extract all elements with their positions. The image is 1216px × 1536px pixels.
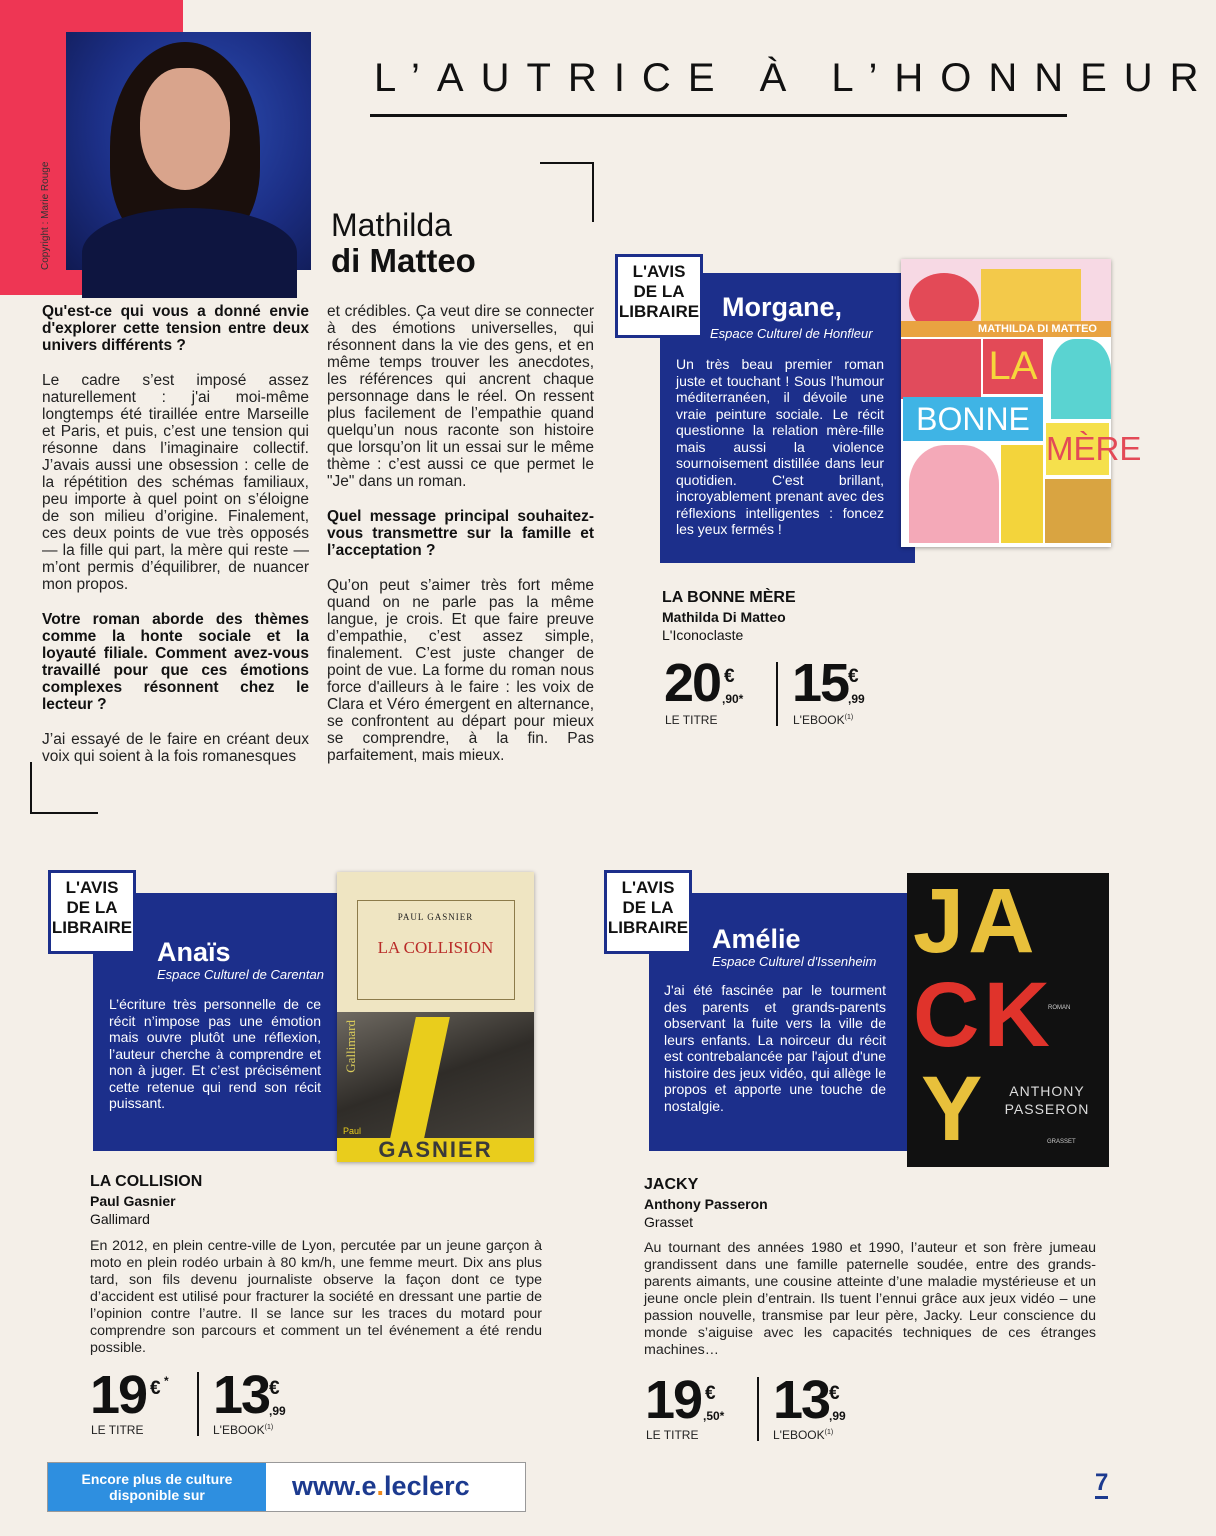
title-rule <box>370 114 1067 117</box>
libraire-name: Morgane, <box>722 292 843 322</box>
answer: et crédibles. Ça veut dire se connecter à des émotions universelles, qui résonnent dans la vie des gens, et en même temps trouver les anecdotes, les références qui ancrent chaque personnage dans le réel. On ressent plus facilement de l’empathie quand quelqu’un nous raconte son histoire que lorsqu’on lit un essai sur le même thème : c’est aussi ce que permet le "Je" dans un roman. <box>327 303 594 490</box>
page-number: 7 <box>1095 1470 1108 1499</box>
price-ebook: 13 € ,99 <box>213 1365 286 1425</box>
price-print: 19 € * <box>90 1365 169 1425</box>
price-label: LE TITRE <box>665 713 718 727</box>
book-title: JACKY <box>644 1176 699 1193</box>
interview-column-2 <box>327 303 594 782</box>
avis-libraire-badge: L'AVIS DE LA LIBRAIRE <box>615 254 703 338</box>
decorative-corner <box>540 162 594 222</box>
libraire-name: Amélie <box>712 924 801 954</box>
avis-libraire-badge: L'AVIS DE LA LIBRAIRE <box>48 870 136 954</box>
book-publisher: Gallimard <box>90 1211 150 1227</box>
answer: Le cadre s’est imposé assez naturellement : j'ai moi-même longtemps été tiraillée entre Marseille et Paris, et puis, c’est une tension qui résonne dans l’imaginaire collectif. J’avais aussi une obsession : celle de la répétition des schémas familiaux, peu importe à quel point on s’éloigne de son milieu d’origine. Finalement, ces deux points de vue très opposés — la fille qui part, la mère qui reste — m’ont permis d’équilibrer, de nuancer mon propos. <box>42 372 309 593</box>
book-title: LA COLLISION <box>90 1173 203 1190</box>
book-cover: MATHILDA DI MATTEO LA BONNE MÈRE <box>901 259 1111 547</box>
book-cover: PAUL GASNIER LA COLLISION Gallimard GASNIER Paul <box>337 872 534 1162</box>
book-publisher: L'Iconoclaste <box>662 627 744 643</box>
decorative-bracket <box>30 762 98 814</box>
answer: J’ai essayé de le faire en créant deux voix qui soient à la fois romanesques <box>42 731 309 765</box>
price-ebook: 13 € ,99 <box>773 1370 846 1430</box>
price-divider <box>197 1372 199 1436</box>
ebook-label: L'EBOOK$^{(1)}$ <box>773 1428 834 1442</box>
page-title: L’AUTRICE À L’HONNEUR <box>374 56 1216 100</box>
footer-promo[interactable] <box>47 1462 526 1512</box>
libraire-shop: Espace Culturel d'Issenheim <box>712 954 877 969</box>
avis-libraire-badge: L'AVIS DE LA LIBRAIRE <box>604 870 692 954</box>
price-divider <box>776 662 778 726</box>
book-author: Mathilda Di Matteo <box>662 609 786 625</box>
libraire-review: J'ai été fascinée par le tourment des parents et grands-parents observant la fuite vers la ville de leurs enfants. La noirceur du récit est contrebalancée par l'ajout d'une histoire des jeux vidéo, qui allège le propos et apporte une touche de nostalgie. <box>664 982 886 1114</box>
answer: Qu’on peut s’aimer très fort même quand on ne parle pas la même langue, je crois. Et que faire preuve d’empathie, c’est assez simple, finalement. C’est juste changer de point de vue. La forme du roman nous force d'ailleurs à le faire : les voix de Clara et Véro émergent en alternance, se confrontent au départ pour mieux se comprendre, à la fin. Pas parfaitement, mais mieux. <box>327 577 594 764</box>
book-title: LA BONNE MÈRE <box>662 589 796 606</box>
libraire-name: Anaïs <box>157 937 231 967</box>
price-print: 19 € ,50* <box>645 1370 725 1430</box>
footer-promo-text: Encore plus de culture disponible sur <box>48 1463 266 1511</box>
price-print: 20 € ,90* <box>664 653 744 713</box>
ebook-label: L'EBOOK$^{(1)}$ <box>793 713 854 727</box>
book-author: Paul Gasnier <box>90 1193 176 1209</box>
author-first-name: Mathilda <box>331 207 452 243</box>
price-label: LE TITRE <box>91 1423 144 1437</box>
question: Quel message principal souhaitez-vous transmettre sur la famille et l’acceptation ? <box>327 508 594 559</box>
book-publisher: Grasset <box>644 1214 694 1230</box>
book-description: En 2012, en plein centre-ville de Lyon, percutée par un jeune garçon à moto en plein rodéo urbain à 80 km/h, une femme meurt. Dix ans plus tard, son fils devenu journaliste observe la façon dont ce type d’accident est utilisé pour fracturer la société en dressant une partie de l’opinion contre l’autre. Il se lance sur les traces du motard pour comprendre son parcours et comment un tel événement a été rendu possible. <box>90 1238 542 1356</box>
book-description: Au tournant des années 1980 et 1990, l’auteur et son frère jumeau grandissent dans une famille paternelle soudée, entre des grands-parents aimants, une cousine atteinte d’une maladie mystérieuse et un jeune oncle plein d’entrain. Ils tuent l’ennui grâce aux jeux vidéo – une passion nouvelle, transmise par leur père, Jacky. Leur conscience du monde s’aiguise avec les capacités techniques de ces étranges machines… <box>644 1240 1096 1358</box>
libraire-review: L’écriture très personnelle de ce récit n’impose pas une émotion mais ouvre plutôt une réflexion, l’auteur cherche à comprendre et non à juger. Et c’est précisément cette retenue qui rend son récit puissant. <box>109 996 321 1111</box>
interview-column-1 <box>42 303 309 783</box>
ebook-label: L'EBOOK$^{(1)}$ <box>213 1423 274 1437</box>
photo-copyright: Copyright : Marie Rouge <box>40 161 51 270</box>
author-photo <box>66 32 311 270</box>
book-cover: JA CK Y ROMAN ANTHONY PASSERON GRASSET <box>907 873 1109 1167</box>
libraire-review: Un très beau premier roman juste et touchant ! Sous l'humour méditerranéen, il dévoile une vraie peinture sociale. Le récit questionne la relation mère-fille mais aussi la violence sournoisement distillée dans leur quotidien. C'est brillant, incroyablement prenant avec des réflexions intelligentes : foncez les yeux fermés ! <box>676 356 884 537</box>
question: Qu'est-ce qui vous a donné envie d'explorer cette tension entre deux univers différents ? <box>42 303 309 354</box>
libraire-shop: Espace Culturel de Carentan <box>157 967 324 982</box>
question: Votre roman aborde des thèmes comme la honte sociale et la loyauté filiale. Comment avez-vous travaillé pour que ces émotions complexes résonnent chez le lecteur ? <box>42 611 309 713</box>
price-ebook: 15 € ,99 <box>792 653 865 713</box>
price-divider <box>757 1377 759 1441</box>
book-author: Anthony Passeron <box>644 1196 768 1212</box>
price-label: LE TITRE <box>646 1428 699 1442</box>
author-last-name: di Matteo <box>331 242 476 279</box>
libraire-shop: Espace Culturel de Honfleur <box>710 326 873 341</box>
footer-url-link[interactable]: www.e.leclerc <box>292 1471 470 1501</box>
